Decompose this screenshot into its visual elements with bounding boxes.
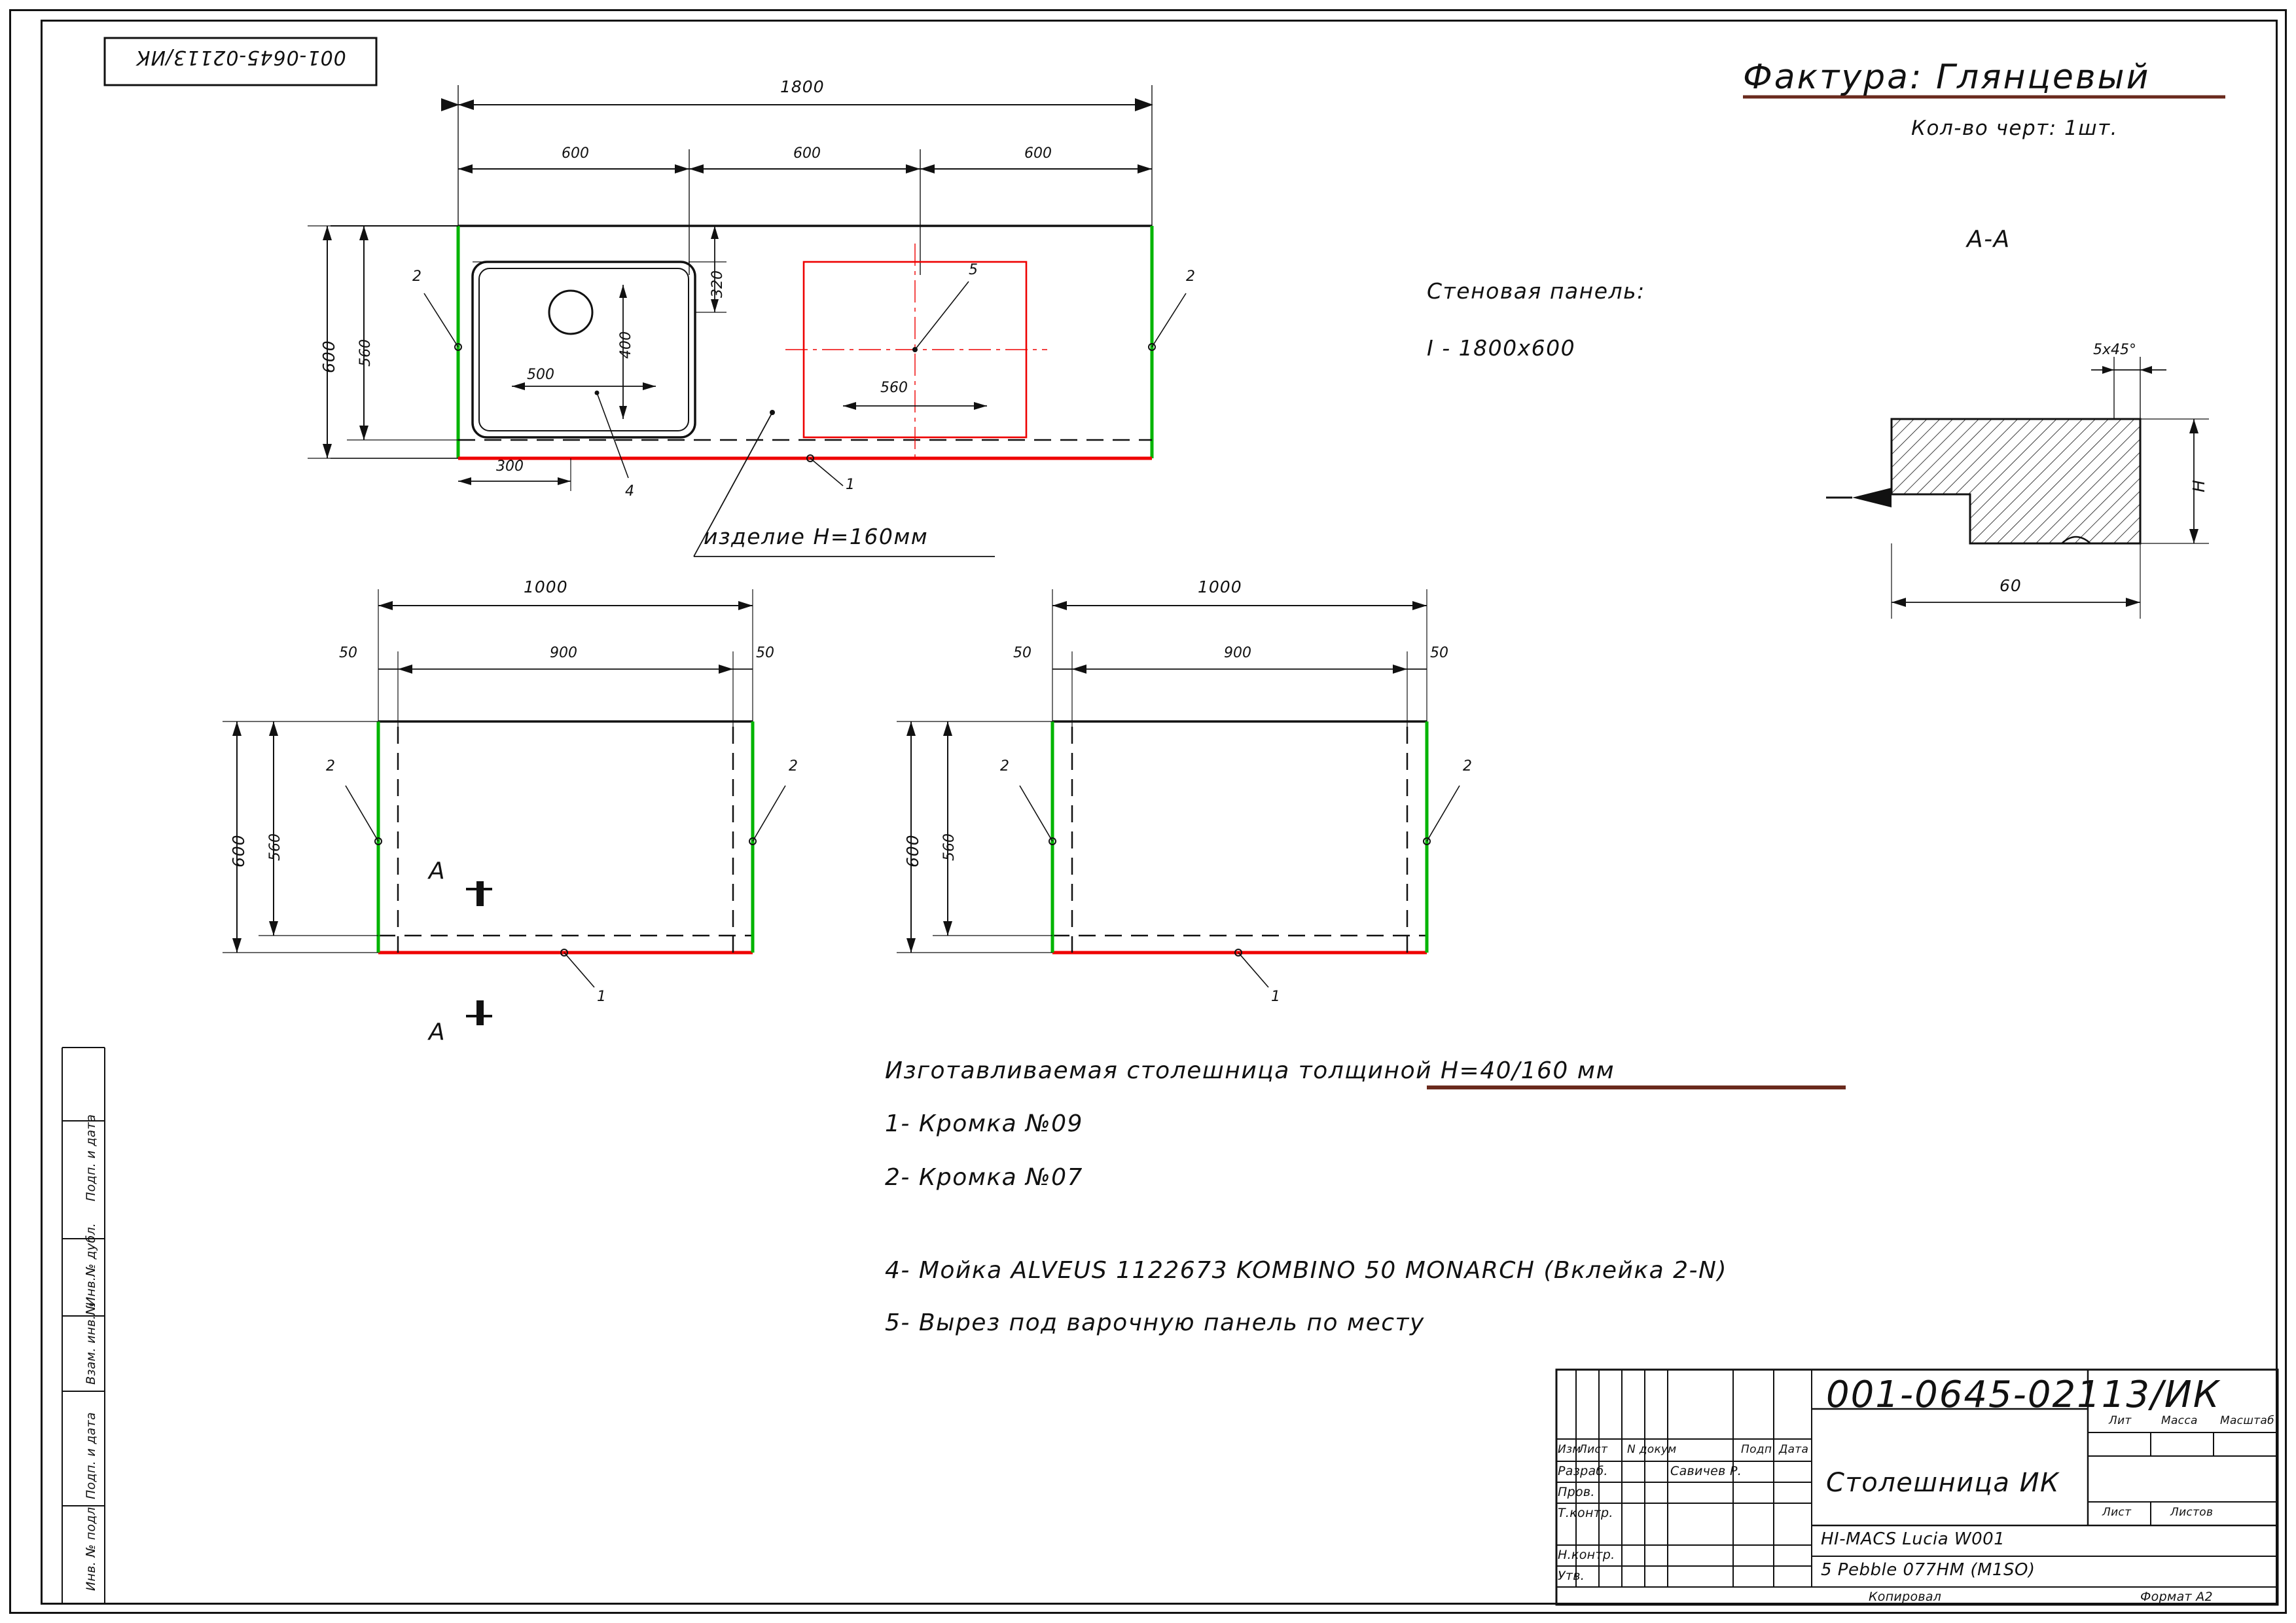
top-callout-2-left: 2 <box>412 268 422 285</box>
stamp-cell-listov: Листов <box>2170 1506 2214 1519</box>
right-dim-560: 560 <box>941 833 958 861</box>
dim-top-1800: 1800 <box>780 77 825 96</box>
right-callout-2a: 2 <box>1000 758 1009 775</box>
stamp-cell-list: Лист <box>2102 1506 2132 1519</box>
left-dim-1000: 1000 <box>524 577 568 596</box>
right-dim-900: 900 <box>1224 645 1251 661</box>
spec-item-4: 4- Мойка ALVEUS 1122673 KOMBINO 50 MONARCH (Вклейка 2-N) <box>885 1257 1728 1284</box>
left-dim-50a: 50 <box>339 645 357 661</box>
stamp-col-data: Дата <box>1779 1443 1809 1456</box>
left-callout-2a: 2 <box>326 758 335 775</box>
margin-label-inv-podl: Инв. № подл <box>84 1506 98 1591</box>
dim-top-seg-3: 600 <box>1024 145 1052 162</box>
dim-top-height-600: 600 <box>319 340 338 373</box>
stamp-role-nkontr: Н.контр. <box>1558 1548 1615 1562</box>
stamp-person-razrab: Савичев Р. <box>1670 1464 1742 1478</box>
view-right-dims <box>897 589 1427 953</box>
view-left-outline <box>378 721 753 953</box>
section-chamfer-label: 5х45° <box>2093 342 2137 358</box>
stamp-col-izm: Изм <box>1558 1443 1581 1456</box>
section-depth-60: 60 <box>2000 576 2022 595</box>
stamp-role-tkontr: Т.контр. <box>1558 1506 1613 1520</box>
stamp-material-line2: 5 Pebble 077HM (M1SO) <box>1821 1560 2036 1580</box>
stamp-col-list: Лист <box>1579 1443 1608 1456</box>
spec-item-5: 5- Вырез под варочную панель по месту <box>885 1309 1425 1336</box>
stamp-col-podp: Подп <box>1741 1443 1772 1456</box>
dim-sink-offset-300: 300 <box>496 458 524 475</box>
qty-label: Кол-во черт: 1шт. <box>1911 117 2118 140</box>
dim-sink-offset-320: 320 <box>709 270 726 298</box>
top-callout-1: 1 <box>846 477 855 493</box>
stamp-role-razrab: Разраб. <box>1558 1464 1608 1478</box>
dim-hob-560: 560 <box>880 380 908 396</box>
stamp-drawing-name: Столешница ИК <box>1826 1468 2060 1498</box>
left-dim-560: 560 <box>267 833 283 861</box>
dim-600-segments <box>458 149 1152 275</box>
format-label: Формат А2 <box>2140 1590 2213 1604</box>
spec-item-2: 2- Кромка №07 <box>885 1164 1083 1191</box>
texture-title: Фактура: Глянцевый <box>1743 58 2151 97</box>
stamp-role-utv: Утв. <box>1558 1569 1585 1583</box>
corner-drawing-code: 001-0645-02113/ИК <box>135 46 346 69</box>
stamp-cell-masshtab: Масштаб <box>2220 1414 2274 1427</box>
callout-5: 5 <box>969 262 978 278</box>
section-letter-bottom: А <box>429 1019 446 1046</box>
margin-label-podp-data-2: Подп. и дата <box>84 1412 98 1499</box>
spec-main-line: Изготавливаемая столешница толщиной Н=40/160 мм <box>885 1057 1615 1084</box>
stamp-drawing-code: 001-0645-02113/ИК <box>1826 1374 2221 1416</box>
stamp-role-prov: Пров. <box>1558 1485 1595 1499</box>
product-height-note: изделие Н=160мм <box>704 524 929 549</box>
callout-4: 4 <box>625 483 634 500</box>
right-dim-50b: 50 <box>1430 645 1448 661</box>
margin-label-vzam: Взам. инв.№ <box>84 1302 98 1385</box>
top-view-outline <box>331 226 1152 458</box>
dim-top-seg-2: 600 <box>793 145 821 162</box>
margin-label-inv-dubl: Инв.№ дубл. <box>84 1222 98 1306</box>
copy-label: Копировал <box>1869 1590 1942 1604</box>
sink-outline <box>458 226 726 491</box>
view-right-outline <box>1052 721 1427 953</box>
margin-label-podp-data-1: Подп. и дата <box>84 1114 98 1201</box>
stamp-col-docum: N докум <box>1627 1443 1677 1456</box>
right-dim-1000: 1000 <box>1198 577 1242 596</box>
wall-panel-line: I - 1800х600 <box>1427 335 1576 361</box>
dim-sink-width-500: 500 <box>527 367 554 383</box>
hob-cutout <box>785 244 1047 458</box>
left-dim-600: 600 <box>229 834 248 867</box>
left-callout-1: 1 <box>597 989 606 1005</box>
wall-panel-title: Стеновая панель: <box>1427 278 1645 304</box>
stamp-cell-massa: Масса <box>2161 1414 2198 1427</box>
left-callout-2b: 2 <box>789 758 798 775</box>
stamp-cell-lit: Лит <box>2109 1414 2132 1427</box>
left-dim-900: 900 <box>550 645 577 661</box>
stamp-material-line1: HI-MACS Lucia W001 <box>1821 1529 2005 1549</box>
dim-sink-height-400: 400 <box>618 331 634 359</box>
view-left-dims <box>223 589 753 953</box>
dim-top-seg-1: 600 <box>562 145 589 162</box>
dim-top-height-560: 560 <box>357 339 374 367</box>
right-callout-2b: 2 <box>1463 758 1472 775</box>
view-left-callouts <box>346 786 785 987</box>
right-callout-1: 1 <box>1271 989 1280 1005</box>
section-height-label: Н <box>2189 479 2208 492</box>
section-title: А-А <box>1967 226 2011 253</box>
section-letter-top: А <box>429 858 446 884</box>
spec-item-1: 1- Кромка №09 <box>885 1110 1083 1137</box>
right-dim-600: 600 <box>903 834 922 867</box>
left-dim-50b: 50 <box>756 645 774 661</box>
top-view-callouts <box>424 293 1186 556</box>
view-right-callouts <box>1020 786 1460 987</box>
top-callout-2-right: 2 <box>1186 268 1195 285</box>
right-dim-50a: 50 <box>1013 645 1031 661</box>
